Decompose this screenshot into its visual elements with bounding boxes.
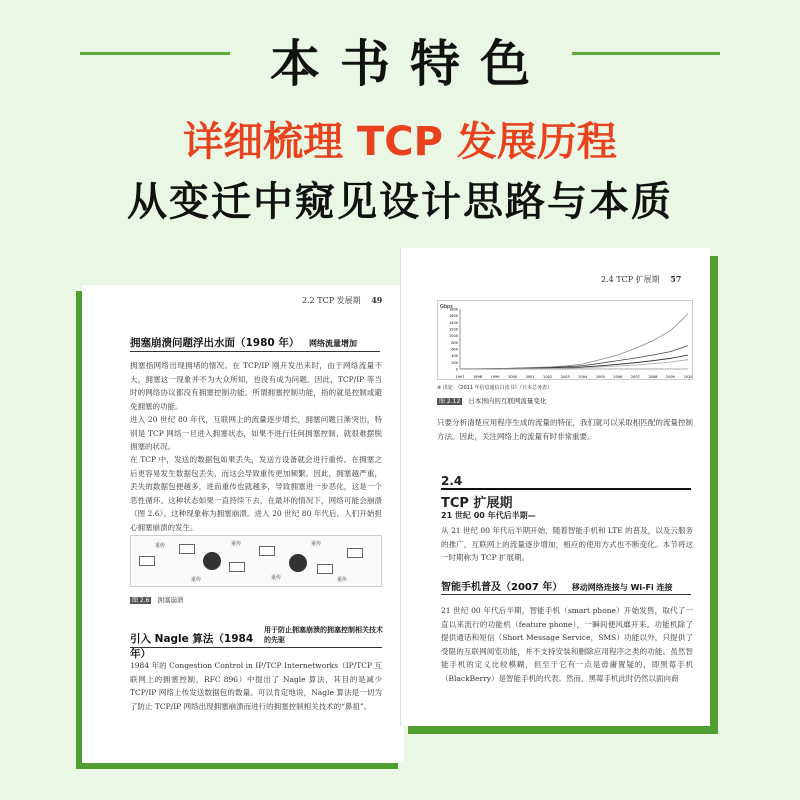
section-number: 2.4 xyxy=(441,474,463,488)
page-title: 本书特色 xyxy=(270,35,550,93)
section-title: 拥塞崩溃问题浮出水面（1980 年） xyxy=(130,337,300,349)
congestion-burst-icon xyxy=(203,552,221,570)
book-page-right xyxy=(400,248,710,726)
traffic-chart-svg xyxy=(438,301,694,381)
chart-unit-label: Gbps xyxy=(440,304,453,310)
paragraph-3: 在 TCP 中，发送的数据包如果丢失，发送方设备就会进行重传。在拥塞之后更容易发生数据包丢失，而这会导致重传更加频繁。因此，拥塞越严重，丢失的数据包便越多，进而重传也就越多，导致拥塞进一步恶化，这是一个恶性循环。这种状态如果一直持续下去，在最坏的情况下，网络可能会崩溃（图 2.6）。这种现象称为拥塞崩溃。进入 20 世纪 80 年代后，人们开始担心拥塞崩溃的发生。 xyxy=(130,455,382,532)
y-tick-label: 1600 xyxy=(449,314,458,319)
section-rule xyxy=(441,488,691,490)
header-title-row xyxy=(0,22,800,93)
diagram-label: 重传 xyxy=(337,577,348,583)
series-line xyxy=(460,355,688,369)
figure-caption-text: 拥塞崩溃 xyxy=(157,596,184,604)
book-page-left xyxy=(82,285,404,763)
congestion-burst-icon xyxy=(289,554,307,572)
diagram-label: 重传 xyxy=(271,575,282,581)
running-head-text: 2.4 TCP 扩展期 xyxy=(601,275,660,284)
chart-axes xyxy=(460,309,688,369)
section-underline xyxy=(130,647,382,648)
section-heading-nagle: 引入 Nagle 算法（1984 年） xyxy=(130,633,254,660)
figure-caption xyxy=(437,396,546,405)
section-subtitle: 21 世纪 00 年代后半期— xyxy=(441,511,536,520)
congestion-collapse-diagram xyxy=(130,535,382,587)
figure-tag: 图 2.12 xyxy=(439,398,461,405)
running-head-right xyxy=(601,274,681,285)
subsection-heading-smartphone xyxy=(441,578,672,593)
x-tick-label: 2000 xyxy=(508,375,518,379)
section-subtitle-nagle: 用于防止拥塞崩溃的拥塞控制相关技术的先驱 xyxy=(264,626,383,644)
page-number: 57 xyxy=(670,274,682,284)
y-tick-label: 800 xyxy=(451,340,458,345)
series-line xyxy=(460,360,688,369)
paragraph-2: 进入 20 世纪 80 年代，互联网上的流量逐步增长，拥塞问题日渐突出，特别是 TCP 网络一旦进入拥塞状态，如果不进行任何拥塞控制，就很难摆脱拥塞的状况。 xyxy=(130,415,382,451)
traffic-chart xyxy=(437,300,693,380)
x-tick-label: 2007 xyxy=(630,375,640,379)
paragraph-1: 只要分析清楚应用程序生成的流量的特征，我们就可以采取相匹配的流量控制方法。因此，关注网络上的流量有时非常重要。 xyxy=(437,418,693,441)
page-number: 49 xyxy=(371,295,383,305)
black-subtitle: 从变迁中窥见设计思路与本质 xyxy=(127,179,673,225)
x-tick-label: 1997 xyxy=(455,375,465,379)
x-tick-label: 2004 xyxy=(578,375,588,379)
diagram-label: 重传 xyxy=(155,543,166,549)
section-subtitle: 网络流量增加 xyxy=(309,339,358,348)
title-rule-right xyxy=(572,52,720,55)
subsection-subtitle: 移动网络连接与 Wi-Fi 连接 xyxy=(571,583,673,592)
y-tick-label: 0 xyxy=(455,367,458,372)
diagram-label: 重传 xyxy=(311,541,322,547)
figure-caption-text: 日本国内的互联网流量变化 xyxy=(468,397,547,405)
x-tick-label: 1998 xyxy=(473,375,482,379)
red-subtitle: 详细梳理 TCP 发展历程 xyxy=(183,119,617,165)
y-tick-label: 200 xyxy=(451,360,458,365)
computer-node xyxy=(347,548,363,558)
subsection-title: 智能手机普及（2007 年） xyxy=(441,582,563,593)
section-underline xyxy=(441,594,691,595)
x-tick-label: 2008 xyxy=(648,375,658,379)
running-head-text: 2.2 TCP 发展期 xyxy=(302,296,361,305)
x-tick-label: 2001 xyxy=(525,375,535,379)
paragraph-2: 从 21 世纪 00 年代后半期开始，随着智能手机和 LTE 的普及，以及云服务的推广，互联网上的流量逐步增加，相应的使用方式也不断变化。本节将这一时期称为 TCP 扩展期。 xyxy=(441,526,693,562)
computer-node xyxy=(259,546,275,556)
computer-node xyxy=(317,564,333,574)
figure-tag: 图 2.6 xyxy=(132,597,150,604)
computer-node xyxy=(139,556,155,566)
y-tick-label: 600 xyxy=(451,347,458,352)
section-underline xyxy=(130,351,380,352)
x-tick-label: 2006 xyxy=(613,375,623,379)
x-tick-label: 2003 xyxy=(560,375,570,379)
chart-source: ※ 出处：《2011 年信息通信白皮书》（日本总务省） xyxy=(437,385,553,391)
section-heading-congestion xyxy=(130,335,357,350)
x-tick-label: 2005 xyxy=(595,375,605,379)
diagram-label: 重传 xyxy=(191,577,202,583)
figure-caption xyxy=(130,595,184,604)
y-tick-label: 1400 xyxy=(449,320,458,325)
computer-node xyxy=(229,562,245,572)
running-head-left xyxy=(302,295,382,306)
y-tick-label: 400 xyxy=(451,354,458,359)
x-tick-label: 2009 xyxy=(666,375,675,379)
x-tick-label: 1999 xyxy=(490,375,500,379)
series-line xyxy=(460,346,688,369)
x-tick-label: 2002 xyxy=(543,375,553,379)
section-title: TCP 扩展期 xyxy=(441,496,513,511)
x-tick-label: 2010 xyxy=(683,375,693,379)
y-tick-label: 1800 xyxy=(449,307,458,312)
paragraph-4: 1984 年的 Congestion Control in IP/TCP Internetworks（IP/TCP 互联网上的拥塞控制，RFC 896）中提出了 Nagle 算法，其目的是减少 TCP/IP 网络上传发送数据包的数量。可以肯定地说，Nagle 算法是一切为了防止 TCP/IP 网络出现拥塞崩溃而进行的拥塞控制相关技术的“鼻祖”。 xyxy=(130,661,382,711)
paragraph-3: 21 世纪 00 年代后半期，智能手机（smart phone）开始发售，取代了一直以来流行的功能机（feature phone），一瞬间便风靡开来。功能机除了提供通话和短信（Short Message Service，SMS）功能以外，只提供了受限的互联网阅览功能，并不支持安装和删除应用程序之类的功能。虽然智能手机的定义比较模糊，但至于它有一点是毋庸置疑的，即黑莓手机（BlackBerry）是智能手机的代表。然而，黑莓手机此时仍然以面向商 xyxy=(441,606,693,683)
diagram-label: 重传 xyxy=(231,541,242,547)
paragraph-1: 拥塞指网络出现拥堵的情况。在 TCP/IP 刚开发出来时，由于网络流量不大，拥塞这一现象并不为大众所知，也没有成为问题。因此，TCP/IP 等当时的网络协议都没有拥塞控制功能。所谓拥塞控制功能，指的就是控制或避免拥塞的功能。 xyxy=(130,361,382,411)
y-tick-label: 1200 xyxy=(449,327,458,332)
computer-node xyxy=(179,544,195,554)
y-tick-label: 1000 xyxy=(449,334,458,339)
